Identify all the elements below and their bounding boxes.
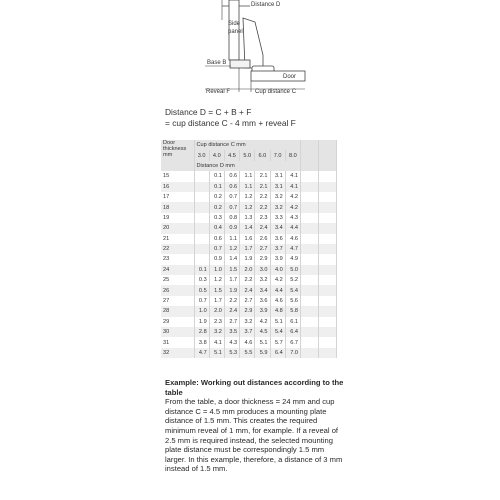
- distance-cell: 2.0: [240, 265, 255, 275]
- distance-cell: 0.1: [194, 265, 209, 275]
- door-label: Door: [283, 74, 297, 80]
- distance-cell: 5.7: [270, 337, 285, 347]
- distance-cell: 0.9: [209, 254, 224, 264]
- empty-cell: [301, 213, 319, 223]
- distance-cell: 2.6: [255, 234, 270, 244]
- table-row: [161, 306, 337, 316]
- cup-value: 7.0: [270, 150, 285, 160]
- distance-cell: [194, 234, 209, 244]
- empty-cell: [301, 306, 319, 316]
- table-row: [161, 213, 337, 223]
- distance-cell: 3.2: [240, 317, 255, 327]
- empty-cell: [319, 337, 337, 347]
- distance-cell: 1.1: [240, 182, 255, 192]
- empty-cell: [301, 202, 319, 212]
- empty-cell: [319, 223, 337, 233]
- cup-value: 4.0: [209, 150, 224, 160]
- empty-cell: [301, 265, 319, 275]
- distance-table-body: [161, 171, 337, 358]
- empty-cell: [301, 171, 319, 181]
- door-thickness-cell: 24: [161, 265, 194, 275]
- distance-cell: 3.2: [270, 202, 285, 212]
- distance-cell: 2.7: [240, 296, 255, 306]
- distance-cell: 0.1: [209, 182, 224, 192]
- empty-cell: [301, 296, 319, 306]
- header-spacer: [319, 161, 337, 171]
- distance-cell: 0.5: [194, 285, 209, 295]
- side-panel-label: Side: [228, 21, 241, 27]
- distance-cell: [194, 213, 209, 223]
- empty-cell: [319, 192, 337, 202]
- empty-cell: [319, 202, 337, 212]
- header-spacer: [319, 150, 337, 160]
- example-body: From the table, a door thickness = 24 mm and cup distance C = 4.5 mm produces a mounting plate distance of 1.5 mm. This creates the required minimum reveal of 1 mm, for example. If a reveal of 2.5 mm is required instead, the selected mounting plate distance must be correspondingly 1.5 mm larger. In this example, therefore, a distance of 3 mm instead of 1.5 mm.: [165, 397, 343, 474]
- reveal-f-label: Reveal F: [206, 89, 231, 95]
- empty-cell: [301, 182, 319, 192]
- distance-cell: 4.2: [270, 275, 285, 285]
- door-thickness-cell: 31: [161, 337, 194, 347]
- table-row: [161, 296, 337, 306]
- distance-cell: 4.7: [194, 348, 209, 358]
- mounting-plate: [230, 60, 250, 68]
- distance-cell: [194, 223, 209, 233]
- distance-cell: [194, 254, 209, 264]
- empty-cell: [319, 244, 337, 254]
- distance-cell: 2.2: [224, 296, 239, 306]
- distance-d-header: Distance D mm: [194, 161, 301, 171]
- door-thickness-cell: 15: [161, 171, 194, 181]
- door-thickness-word-1: Door: [163, 140, 176, 146]
- distance-cell: 3.2: [255, 275, 270, 285]
- distance-cell: 0.2: [209, 192, 224, 202]
- base-b-label: Base B: [207, 60, 227, 66]
- door-thickness-cell: 21: [161, 234, 194, 244]
- example-heading: Example: Working out distances according to the table: [165, 378, 344, 397]
- empty-cell: [301, 192, 319, 202]
- empty-cell: [319, 317, 337, 327]
- distance-cell: 6.1: [285, 317, 300, 327]
- distance-cell: 3.2: [270, 192, 285, 202]
- door-thickness-unit: mm: [163, 152, 173, 158]
- distance-cell: 2.9: [255, 254, 270, 264]
- distance-cell: 0.9: [224, 223, 239, 233]
- distance-cell: 1.7: [240, 244, 255, 254]
- distance-cell: 0.6: [224, 182, 239, 192]
- distance-cell: 0.8: [224, 213, 239, 223]
- distance-cell: 1.4: [224, 254, 239, 264]
- distance-cell: 5.8: [285, 306, 300, 316]
- distance-cell: 1.9: [240, 254, 255, 264]
- distance-cell: 4.4: [285, 223, 300, 233]
- distance-cell: 5.0: [285, 265, 300, 275]
- empty-cell: [319, 213, 337, 223]
- table-row: [161, 171, 337, 181]
- table-row: [161, 234, 337, 244]
- distance-cell: 3.7: [270, 244, 285, 254]
- distance-cell: 1.7: [224, 275, 239, 285]
- cup-value: 5.0: [240, 150, 255, 160]
- distance-cell: 2.3: [209, 317, 224, 327]
- distance-cell: 4.1: [209, 337, 224, 347]
- distance-cell: 4.1: [285, 182, 300, 192]
- cup-value: 4.5: [224, 150, 239, 160]
- distance-cell: 5.5: [240, 348, 255, 358]
- door-thickness-cell: 28: [161, 306, 194, 316]
- distance-cell: 2.4: [224, 306, 239, 316]
- distance-cell: 1.6: [240, 234, 255, 244]
- table-row: [161, 244, 337, 254]
- door-thickness-cell: 19: [161, 213, 194, 223]
- distance-cell: 2.8: [194, 327, 209, 337]
- door-thickness-cell: 26: [161, 285, 194, 295]
- distance-cell: 3.9: [255, 306, 270, 316]
- empty-cell: [301, 244, 319, 254]
- formula-line-2: = cup distance C - 4 mm + reveal F: [165, 117, 296, 128]
- distance-cell: 5.2: [285, 275, 300, 285]
- distance-cell: 2.0: [209, 306, 224, 316]
- distance-table: [161, 140, 337, 358]
- distance-cell: 5.1: [209, 348, 224, 358]
- table-row: [161, 285, 337, 295]
- door-thickness-cell: 27: [161, 296, 194, 306]
- distance-cell: 0.2: [209, 202, 224, 212]
- distance-cell: 4.5: [255, 327, 270, 337]
- door-thickness-cell: 29: [161, 317, 194, 327]
- distance-cell: 1.9: [224, 285, 239, 295]
- distance-cell: 1.4: [240, 223, 255, 233]
- table-row: [161, 192, 337, 202]
- distance-cell: 4.6: [240, 337, 255, 347]
- cup-value: 3.0: [194, 150, 209, 160]
- table-row: [161, 182, 337, 192]
- distance-cell: 2.4: [255, 223, 270, 233]
- empty-cell: [319, 254, 337, 264]
- distance-cell: 4.1: [285, 171, 300, 181]
- distance-cell: 2.4: [240, 285, 255, 295]
- distance-cell: 5.9: [255, 348, 270, 358]
- door-thickness-cell: 16: [161, 182, 194, 192]
- cup-distance-c-label: Cup distance C: [255, 89, 297, 95]
- distance-cell: 1.5: [209, 285, 224, 295]
- table-row: [161, 223, 337, 233]
- distance-cell: 4.7: [285, 244, 300, 254]
- distance-cell: 3.6: [255, 296, 270, 306]
- header-spacer: [301, 140, 319, 150]
- distance-cell: 1.5: [224, 265, 239, 275]
- distance-cell: 2.1: [255, 182, 270, 192]
- distance-cell: [194, 192, 209, 202]
- header-spacer: [319, 140, 337, 150]
- distance-formula: [165, 107, 296, 128]
- cup-distance-header: Cup distance C mm: [194, 140, 301, 150]
- distance-cell: 2.2: [255, 192, 270, 202]
- distance-cell: 3.1: [270, 182, 285, 192]
- empty-cell: [301, 234, 319, 244]
- distance-cell: 4.2: [255, 317, 270, 327]
- formula-line-1: Distance D = C + B + F: [165, 107, 252, 117]
- distance-cell: 1.2: [209, 275, 224, 285]
- table-row: [161, 275, 337, 285]
- door-thickness-cell: 30: [161, 327, 194, 337]
- table-row: [161, 202, 337, 212]
- door-thickness-cell: 20: [161, 223, 194, 233]
- cup-value: 8.0: [285, 150, 300, 160]
- distance-cell: 1.2: [240, 192, 255, 202]
- header-spacer: [161, 161, 194, 171]
- distance-cell: 2.3: [255, 213, 270, 223]
- distance-cell: 4.6: [270, 296, 285, 306]
- distance-cell: 5.1: [255, 337, 270, 347]
- distance-cell: 1.0: [194, 306, 209, 316]
- distance-cell: 1.2: [224, 244, 239, 254]
- empty-cell: [301, 285, 319, 295]
- distance-cell: 0.1: [209, 171, 224, 181]
- empty-cell: [319, 234, 337, 244]
- table-row: [161, 317, 337, 327]
- empty-cell: [301, 317, 319, 327]
- distance-cell: 5.4: [270, 327, 285, 337]
- distance-cell: 2.2: [255, 202, 270, 212]
- distance-cell: 3.6: [270, 234, 285, 244]
- distance-cell: 6.4: [270, 348, 285, 358]
- empty-cell: [319, 306, 337, 316]
- distance-cell: 0.6: [209, 234, 224, 244]
- distance-cell: [194, 171, 209, 181]
- distance-cell: [194, 202, 209, 212]
- distance-d-label: Distance D: [251, 2, 281, 8]
- distance-cell: 1.3: [240, 213, 255, 223]
- door-thickness-cell: 22: [161, 244, 194, 254]
- distance-cell: 4.6: [285, 234, 300, 244]
- distance-cell: 5.1: [270, 317, 285, 327]
- distance-cell: 1.7: [209, 296, 224, 306]
- distance-cell: 5.3: [224, 348, 239, 358]
- distance-cell: 3.2: [209, 327, 224, 337]
- distance-cell: 5.6: [285, 296, 300, 306]
- distance-cell: 0.7: [224, 192, 239, 202]
- distance-cell: [194, 182, 209, 192]
- distance-cell: 2.1: [255, 171, 270, 181]
- empty-cell: [301, 337, 319, 347]
- distance-cell: [194, 244, 209, 254]
- empty-cell: [319, 171, 337, 181]
- distance-cell: 2.2: [240, 275, 255, 285]
- distance-cell: 0.6: [224, 171, 239, 181]
- distance-cell: 3.4: [255, 285, 270, 295]
- distance-cell: 4.2: [285, 202, 300, 212]
- distance-cell: 7.0: [285, 348, 300, 358]
- distance-cell: 3.1: [270, 171, 285, 181]
- distance-cell: 0.7: [209, 244, 224, 254]
- distance-cell: 0.3: [194, 275, 209, 285]
- distance-cell: 1.0: [209, 265, 224, 275]
- distance-cell: 0.3: [209, 213, 224, 223]
- distance-cell: 4.8: [270, 306, 285, 316]
- door-thickness-cell: 25: [161, 275, 194, 285]
- empty-cell: [301, 348, 319, 358]
- hinge-diagram: [195, 0, 310, 100]
- distance-cell: 3.9: [270, 254, 285, 264]
- door: [251, 71, 305, 81]
- distance-cell: 4.3: [285, 213, 300, 223]
- door-thickness-header: [161, 140, 194, 161]
- distance-cell: 5.4: [285, 285, 300, 295]
- door-thickness-cell: 18: [161, 202, 194, 212]
- distance-cell: 2.7: [255, 244, 270, 254]
- table-row: [161, 265, 337, 275]
- empty-cell: [301, 254, 319, 264]
- distance-cell: 6.4: [285, 327, 300, 337]
- side-panel-label-2: panel: [228, 29, 243, 35]
- distance-cell: 1.2: [240, 202, 255, 212]
- door-thickness-cell: 32: [161, 348, 194, 358]
- empty-cell: [319, 265, 337, 275]
- distance-cell: 4.2: [285, 192, 300, 202]
- empty-cell: [301, 275, 319, 285]
- distance-cell: 3.5: [224, 327, 239, 337]
- empty-cell: [319, 285, 337, 295]
- distance-cell: 0.7: [224, 202, 239, 212]
- distance-cell: 2.9: [240, 306, 255, 316]
- distance-cell: 0.7: [194, 296, 209, 306]
- table-row: [161, 337, 337, 347]
- empty-cell: [319, 296, 337, 306]
- table-row: [161, 348, 337, 358]
- table-row: [161, 254, 337, 264]
- table-row: [161, 327, 337, 337]
- example-note: [165, 378, 347, 474]
- distance-cell: 3.0: [255, 265, 270, 275]
- distance-cell: 1.1: [224, 234, 239, 244]
- distance-cell: 1.9: [194, 317, 209, 327]
- header-spacer: [301, 161, 319, 171]
- door-thickness-word-2: thickness: [163, 146, 187, 152]
- empty-cell: [319, 327, 337, 337]
- distance-cell: 4.3: [224, 337, 239, 347]
- header-spacer: [301, 150, 319, 160]
- distance-cell: 4.4: [270, 285, 285, 295]
- distance-cell: 4.0: [270, 265, 285, 275]
- empty-cell: [319, 348, 337, 358]
- door-thickness-cell: 17: [161, 192, 194, 202]
- distance-cell: 2.7: [224, 317, 239, 327]
- distance-cell: 1.1: [240, 171, 255, 181]
- distance-cell: 3.3: [270, 213, 285, 223]
- distance-cell: 0.4: [209, 223, 224, 233]
- empty-cell: [319, 182, 337, 192]
- cup-value: 6.0: [255, 150, 270, 160]
- distance-cell: 6.7: [285, 337, 300, 347]
- empty-cell: [319, 275, 337, 285]
- door-thickness-cell: 23: [161, 254, 194, 264]
- distance-cell: 3.7: [240, 327, 255, 337]
- empty-cell: [301, 223, 319, 233]
- empty-cell: [301, 327, 319, 337]
- distance-cell: 3.8: [194, 337, 209, 347]
- distance-cell: 3.4: [270, 223, 285, 233]
- distance-cell: 4.9: [285, 254, 300, 264]
